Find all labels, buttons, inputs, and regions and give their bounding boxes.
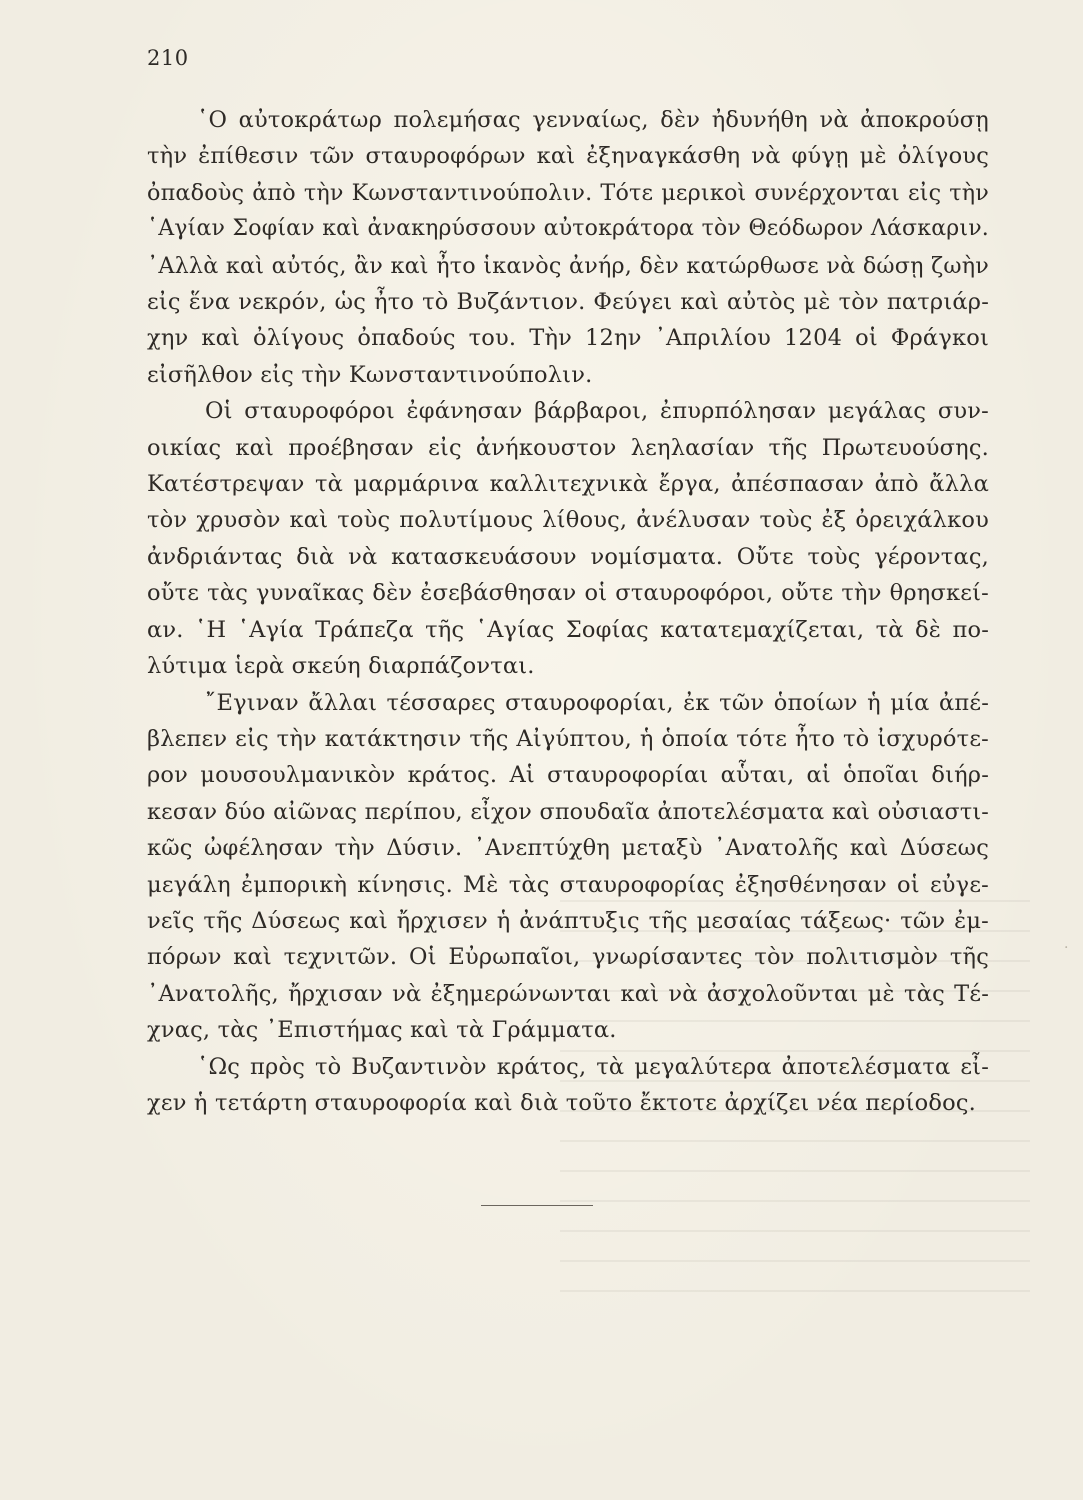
- text-line: πόρων καὶ τεχνιτῶν. Οἱ Εὐρωπαῖοι, γνωρίσαντες τὸν πολιτισμὸν τῆς: [147, 944, 989, 971]
- text-line: ᾿Αλλὰ καὶ αὐτός, ἂν καὶ ἦτο ἱκανὸς ἀνήρ, δὲν κατώρθωσε νὰ δώσῃ ζωὴν: [147, 252, 989, 279]
- text-line: κῶς ὠφέλησαν τὴν Δύσιν. ᾿Ανεπτύχθη μεταξὺ ᾿Ανατολῆς καὶ Δύσεως: [147, 835, 989, 862]
- text-line: εἰς ἕνα νεκρόν, ὡς ἦτο τὸ Βυζάντιον. Φεύγει καὶ αὐτὸς μὲ τὸν πατριάρ-: [147, 289, 989, 316]
- page-number: 210: [147, 46, 189, 70]
- text-line: ρον μουσουλμανικὸν κράτος. Αἱ σταυροφορίαι αὗται, αἱ ὁποῖαι διήρ-: [147, 762, 989, 789]
- text-line: ὀπαδοὺς ἀπὸ τὴν Κωνσταντινούπολιν. Τότε μερικοὶ συνέρχονται εἰς τὴν: [147, 179, 989, 206]
- text-line: Οἱ σταυροφόροι ἐφάνησαν βάρβαροι, ἐπυρπόλησαν μεγάλας συν-: [205, 398, 989, 425]
- paragraph-4: [147, 1049, 989, 1122]
- paragraph-2: [147, 393, 989, 684]
- text-line: βλεπεν εἰς τὴν κατάκτησιν τῆς Αἰγύπτου, ἡ ὁποία τότε ἦτο τὸ ἰσχυρότε-: [147, 725, 989, 752]
- text-line: αν. ῾Η ῾Αγία Τράπεζα τῆς ῾Αγίας Σοφίας κατατεμαχίζεται, τὰ δὲ πο-: [147, 616, 989, 643]
- paragraph-3: [147, 685, 989, 1049]
- text-line: οὔτε τὰς γυναῖκας δὲν ἐσεβάσθησαν οἱ σταυροφόροι, οὔτε τὴν θρησκεί-: [147, 580, 989, 607]
- text-line: ᾿Ανατολῆς, ἤρχισαν νὰ ἐξημερώνωνται καὶ νὰ ἀσχολοῦνται μὲ τὰς Τέ-: [147, 980, 989, 1007]
- text-line: ἀνδριάντας διὰ νὰ κατασκευάσουν νομίσματα. Οὔτε τοὺς γέροντας,: [147, 543, 989, 570]
- text-line: χνας, τὰς ᾿Επιστήμας καὶ τὰ Γράμματα.: [147, 1017, 617, 1044]
- text-line: οικίας καὶ προέβησαν εἰς ἀνήκουστον λεηλασίαν τῆς Πρωτευούσης.: [147, 434, 989, 461]
- text-line: μεγάλη ἐμπορικὴ κίνησις. Μὲ τὰς σταυροφορίας ἐξησθένησαν οἱ εὐγε-: [147, 871, 989, 898]
- section-end-rule: [481, 1205, 593, 1206]
- text-line: ῾Αγίαν Σοφίαν καὶ ἀνακηρύσσουν αὐτοκράτορα τὸν Θεόδωρον Λάσκαριν.: [147, 216, 989, 242]
- body-text: [147, 102, 989, 1121]
- margin-mark: ·: [1064, 940, 1069, 956]
- paragraph-1: [147, 102, 989, 393]
- text-line: χην καὶ ὀλίγους ὀπαδούς του. Τὴν 12ην ᾿Απριλίου 1204 οἱ Φράγκοι: [147, 325, 989, 352]
- text-line: τὸν χρυσὸν καὶ τοὺς πολυτίμους λίθους, ἀνέλυσαν τοὺς ἐξ ὀρειχάλκου: [147, 507, 989, 534]
- text-line: ῾Ως πρὸς τὸ Βυζαντινὸν κράτος, τὰ μεγαλύτερα ἀποτελέσματα εἶ-: [197, 1053, 989, 1080]
- text-line: τὴν ἐπίθεσιν τῶν σταυροφόρων καὶ ἐξηναγκάσθη νὰ φύγῃ μὲ ὀλίγους: [147, 143, 989, 170]
- text-line: ῎Εγιναν ἄλλαι τέσσαρες σταυροφορίαι, ἐκ τῶν ὁποίων ἡ μία ἀπέ-: [205, 689, 989, 716]
- text-line: νεῖς τῆς Δύσεως καὶ ἤρχισεν ἡ ἀνάπτυξις τῆς μεσαίας τάξεως· τῶν ἐμ-: [147, 907, 989, 934]
- text-line: εἰσῆλθον εἰς τὴν Κωνσταντινούπολιν.: [147, 361, 593, 388]
- text-line: χεν ἡ τετάρτη σταυροφορία καὶ διὰ τοῦτο ἔκτοτε ἀρχίζει νέα περίοδος.: [147, 1089, 976, 1116]
- text-line: ῾Ο αὐτοκράτωρ πολεμήσας γενναίως, δὲν ἠδυνήθη νὰ ἀποκρούσῃ: [197, 107, 989, 133]
- text-line: Κατέστρεψαν τὰ μαρμάρινα καλλιτεχνικὰ ἔργα, ἀπέσπασαν ἀπὸ ἄλλα: [147, 471, 989, 498]
- text-line: λύτιμα ἱερὰ σκεύη διαρπάζονται.: [147, 653, 535, 680]
- text-line: κεσαν δύο αἰῶνας περίπου, εἶχον σπουδαῖα ἀποτελέσματα καὶ οὐσιαστι-: [147, 798, 989, 825]
